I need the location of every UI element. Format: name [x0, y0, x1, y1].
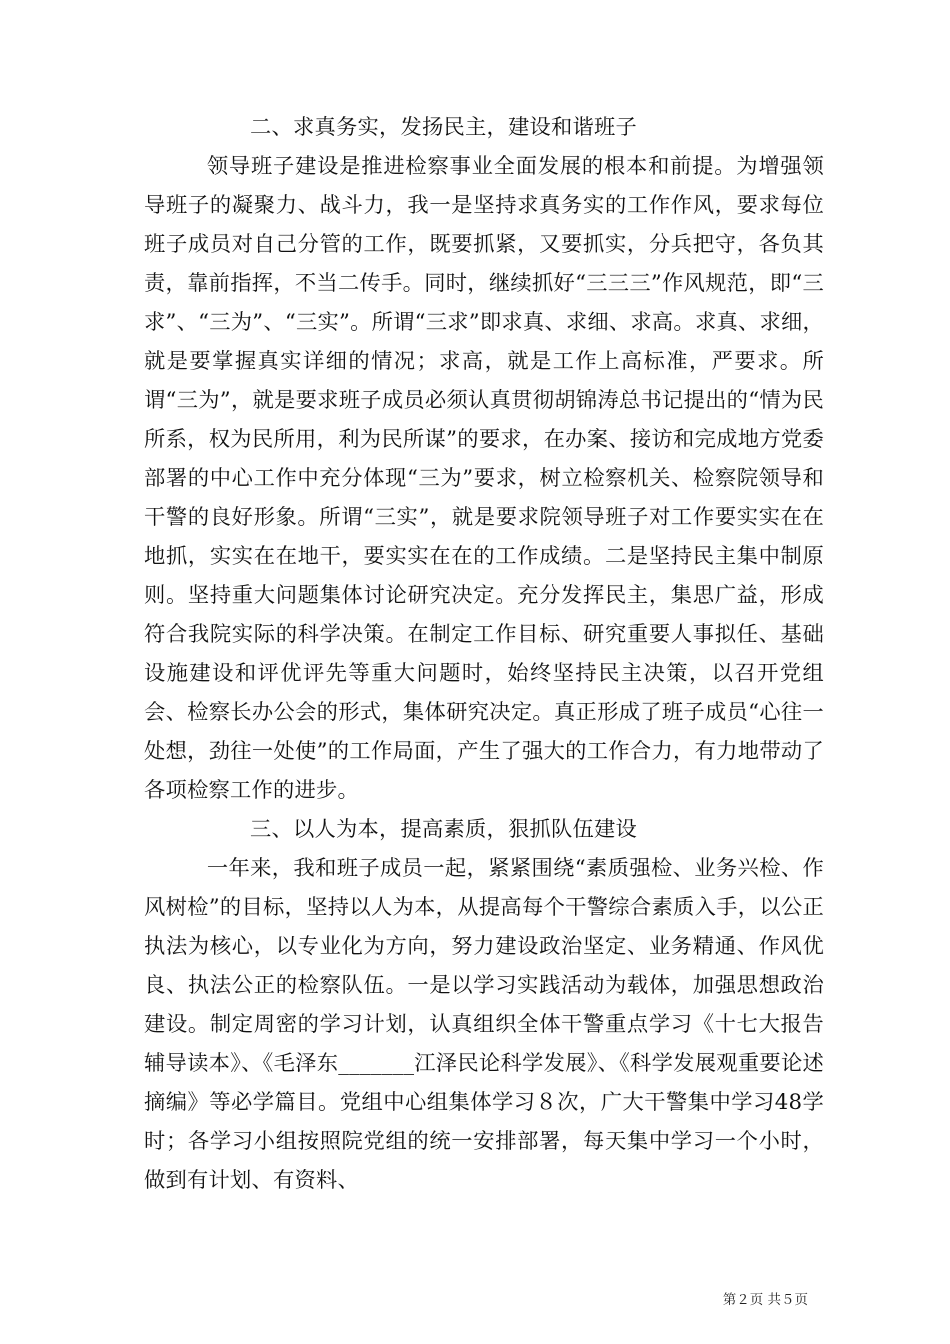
document-body: [144, 108, 824, 1200]
section-heading-2: 二、求真务实，发扬民主，建设和谐班子: [250, 115, 637, 140]
section-paragraph-3: 一年来，我和班子成员一起，紧紧围绕“素质强检、业务兴检、作风树检”的目标，坚持以人为本，从提高每个干警综合素质入手，以公正执法为核心，以专业化为方向，努力建设政治坚定、业务精通、作风优良、执法公正的检察队伍。一是以学习实践活动为载体，加强思想政治建设。制定周密的学习计划，认真组织全体干警重点学习《十七大报告辅导读本》、《毛泽东_______江泽民论科学发展》、《科学发展观重要论述摘编》等必学篇目。党组中心组集体学习８次，广大干警集中学习48学时；各学习小组按照院党组的统一安排部署，每天集中学习一个小时，做到有计划、有资料、: [144, 856, 824, 1193]
section-paragraph-2: 领导班子建设是推进检察事业全面发展的根本和前提。为增强领导班子的凝聚力、战斗力，我一是坚持求真务实的工作作风，要求每位班子成员对自己分管的工作，既要抓紧，又要抓实，分兵把守，各负其责，靠前指挥，不当二传手。同时，继续抓好“三三三”作风规范，即“三求”、“三为”、“三实”。所谓“三求”即求真、求细、求高。求真、求细，就是要掌握真实详细的情况；求高，就是工作上高标准，严要求。所谓“三为”，就是要求班子成员必须认真贯彻胡锦涛总书记提出的“情为民所系，权为民所用，利为民所谋”的要求，在办案、接访和完成地方党委部署的中心工作中充分体现“三为”要求，树立检察机关、检察院领导和干警的良好形象。所谓“三实”，就是要求院领导班子对工作要实实在在地抓，实实在在地干，要实实在在的工作成绩。二是坚持民主集中制原则。坚持重大问题集体讨论研究决定。充分发挥民主，集思广益，形成符合我院实际的科学决策。在制定工作目标、研究重要人事拟任、基础设施建设和评优评先等重大问题时，始终坚持民主决策，以召开党组会、检察长办公会的形式，集体研究决定。真正形成了班子成员“心往一处想，劲往一处使”的工作局面，产生了强大的工作合力，有力地带动了各项检察工作的进步。: [144, 154, 824, 803]
page-number-footer: 第２页 共５页: [722, 1292, 808, 1308]
section-heading-3: 三、以人为本，提高素质，狠抓队伍建设: [250, 817, 637, 842]
